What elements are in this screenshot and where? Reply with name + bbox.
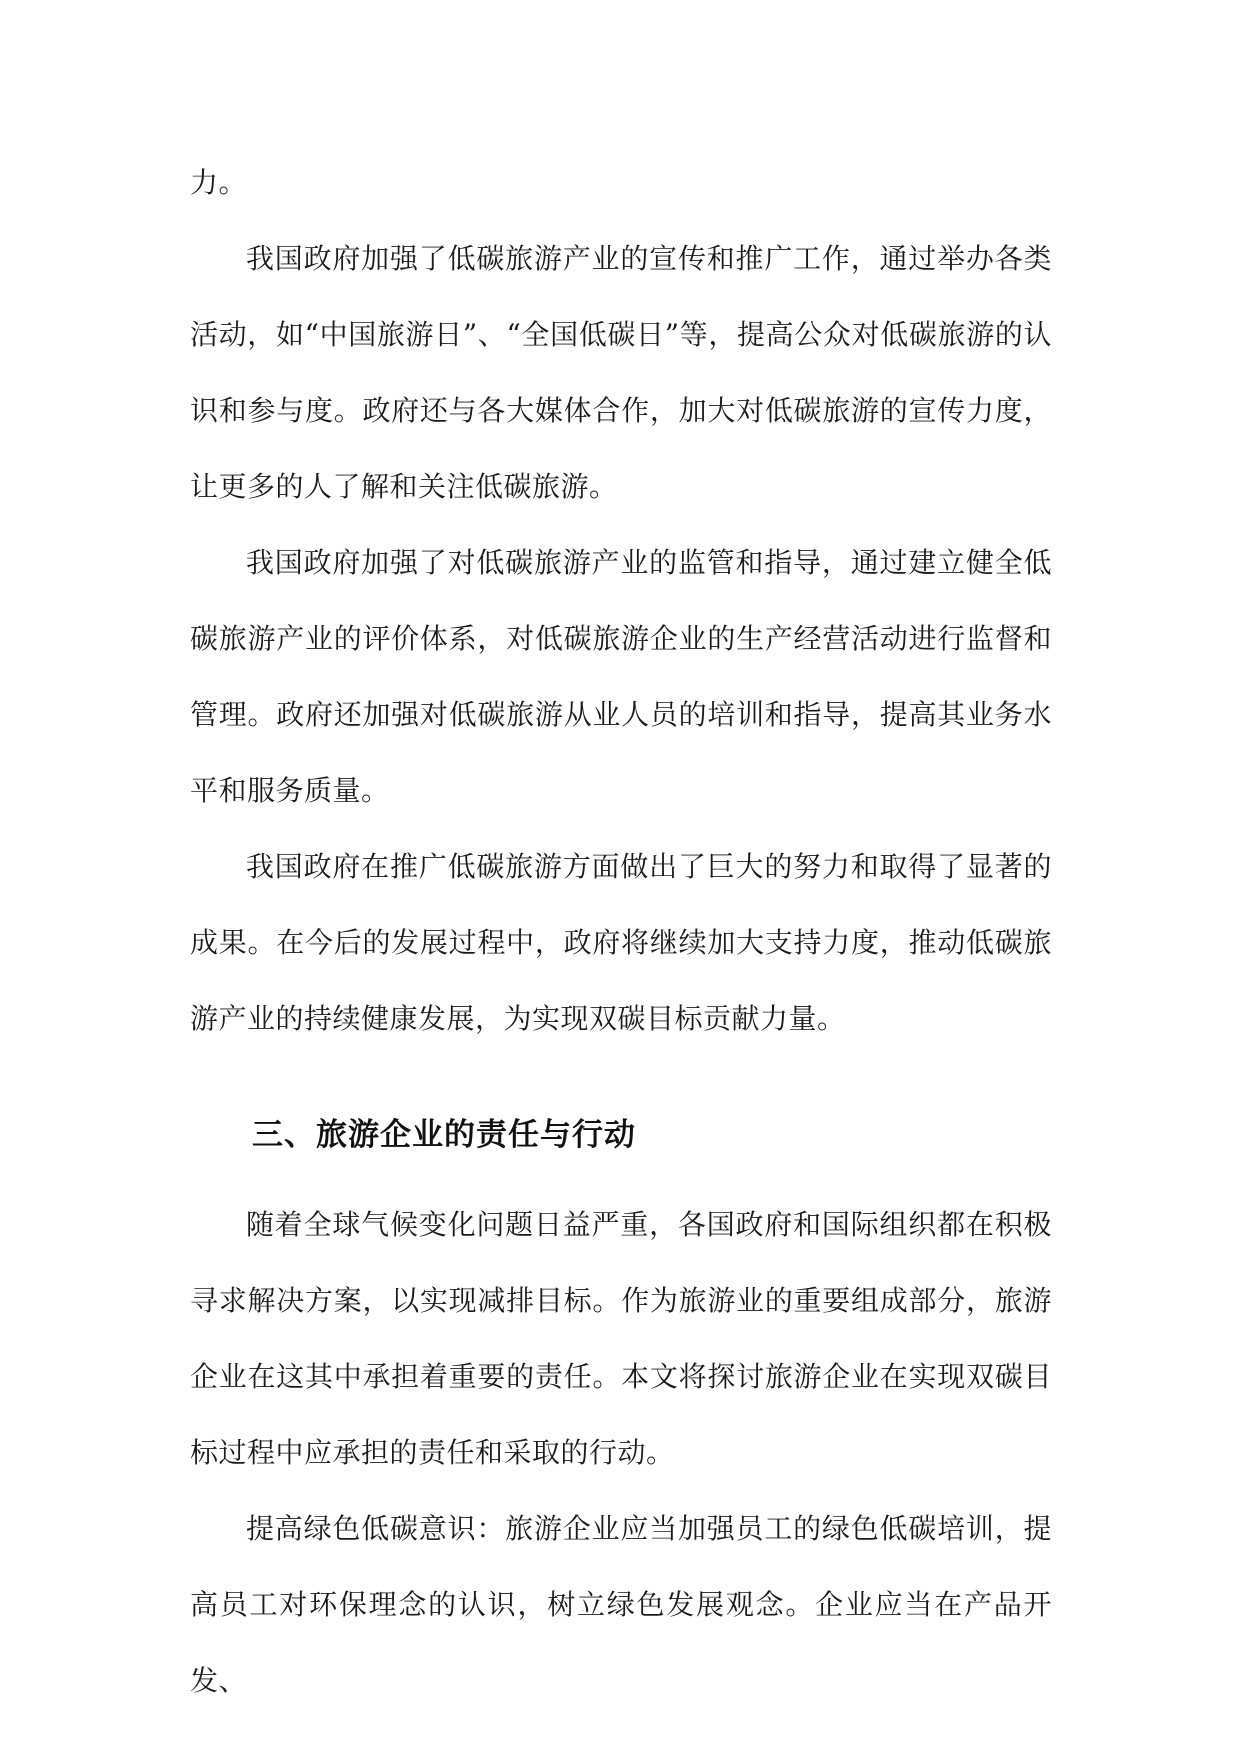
paragraph-green-awareness: 提高绿色低碳意识：旅游企业应当加强员工的绿色低碳培训，提高员工对环保理念的认识，树立绿色发展观念。企业应当在产品开发、	[190, 1512, 1052, 1697]
section-heading: 三、旅游企业的责任与行动	[252, 1117, 636, 1153]
paragraph-promotion: 我国政府加强了低碳旅游产业的宣传和推广工作，通过举办各类活动，如“中国旅游日”、“全国低碳日”等，提高公众对低碳旅游的认识和参与度。政府还与各大媒体合作，加大对低碳旅游的宣传力度，让更多的人了解和关注低碳旅游。	[190, 242, 1052, 503]
paragraph-continued: 力。	[190, 166, 248, 199]
paragraph-supervision: 我国政府加强了对低碳旅游产业的监管和指导，通过建立健全低碳旅游产业的评价体系，对低碳旅游企业的生产经营活动进行监督和管理。政府还加强对低碳旅游从业人员的培训和指导，提高其业务水平和服务质量。	[190, 546, 1052, 807]
paragraph-achievements: 我国政府在推广低碳旅游方面做出了巨大的努力和取得了显著的成果。在今后的发展过程中，政府将继续加大支持力度，推动低碳旅游产业的持续健康发展，为实现双碳目标贡献力量。	[190, 850, 1052, 1035]
document-body	[190, 145, 1052, 1719]
paragraph-enterprise-responsibility: 随着全球气候变化问题日益严重，各国政府和国际组织都在积极寻求解决方案，以实现减排目标。作为旅游业的重要组成部分，旅游企业在这其中承担着重要的责任。本文将探讨旅游企业在实现双碳目标过程中应承担的责任和采取的行动。	[190, 1208, 1052, 1469]
